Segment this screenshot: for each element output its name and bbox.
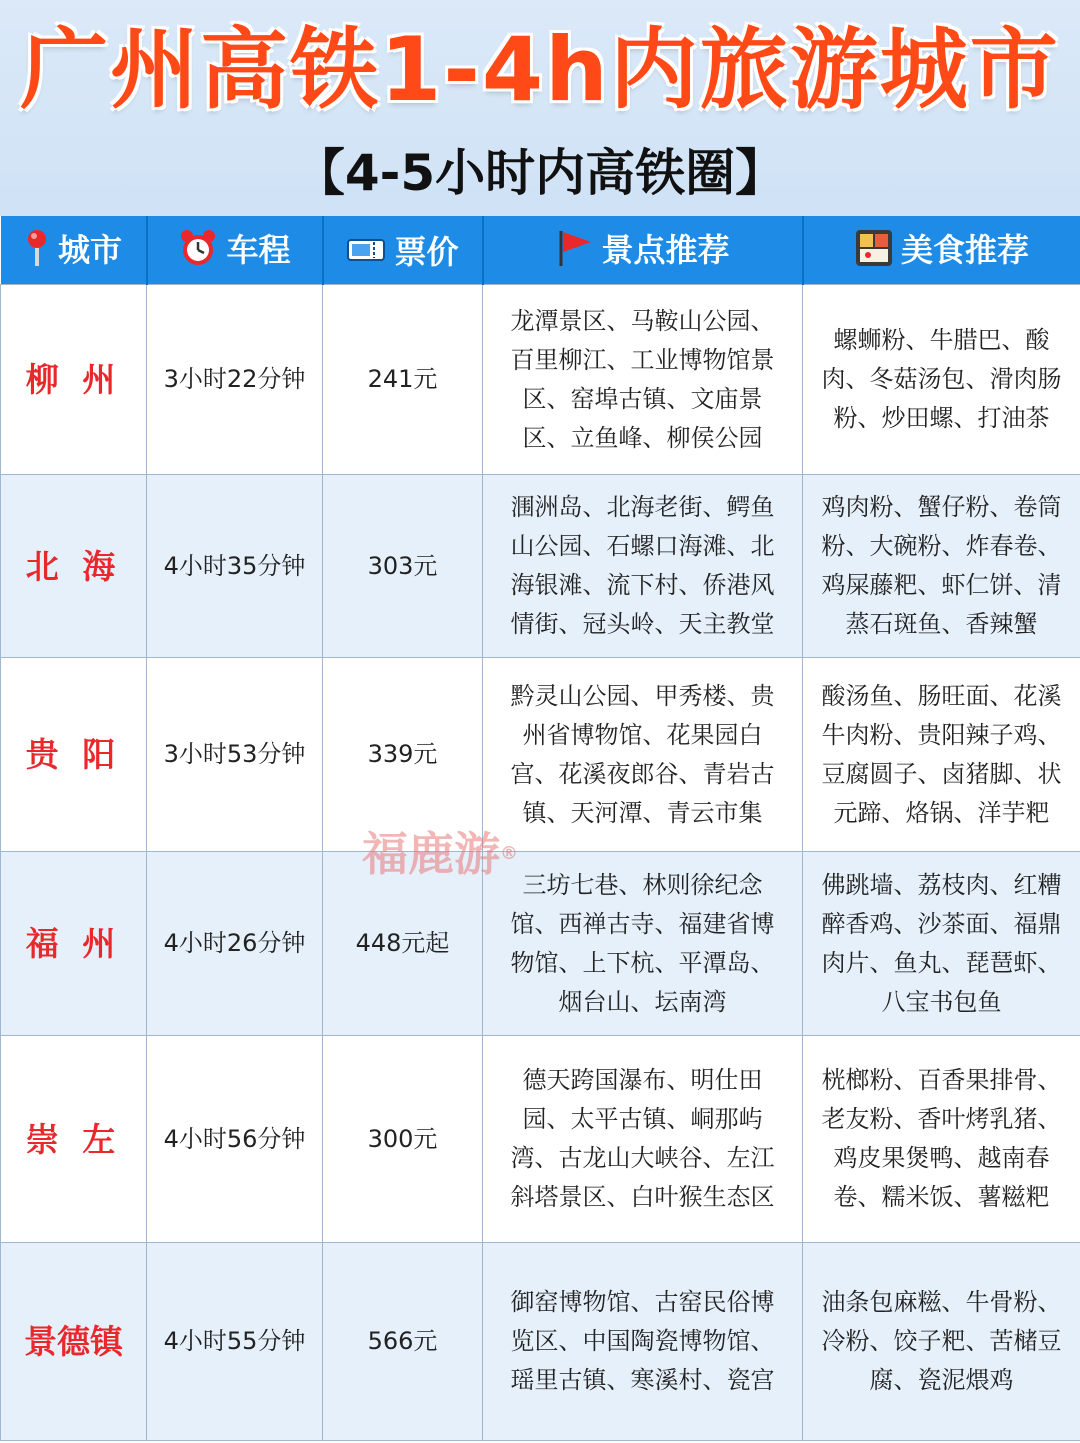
food-line: 鸡屎藤粑、虾仁饼、清 (821, 571, 1062, 599)
city-cell: 福 州 (1, 852, 147, 1036)
sights-line: 馆、西禅古寺、福建省博 (510, 909, 775, 938)
food-line: 卷、糯米饭、薯糍粑 (833, 1183, 1050, 1211)
table-row (1, 658, 1080, 852)
duration-cell: 3小时22分钟 (147, 285, 323, 475)
sights-cell (483, 852, 803, 1036)
table-row (1, 285, 1080, 475)
food-line: 牛肉粉、贵阳辣子鸡、 (821, 720, 1062, 749)
alarm-clock-icon (178, 228, 218, 276)
ticket-icon (346, 235, 386, 273)
price-cell: 303元 (323, 475, 483, 658)
sights-cell (483, 1036, 803, 1243)
table-header-row (1, 216, 1080, 285)
map-pin-icon (24, 228, 50, 276)
sights-line: 区、窑埠古镇、文庙景 (522, 384, 763, 413)
food-line: 豆腐圆子、卤猪脚、状 (821, 759, 1062, 788)
duration-cell: 3小时53分钟 (147, 658, 323, 852)
column-header-label: 车程 (226, 230, 291, 269)
food-line: 鸡肉粉、蟹仔粉、卷筒 (821, 493, 1062, 521)
column-header-sights (483, 216, 803, 285)
price-cell: 448元起 (323, 852, 483, 1036)
sights-line: 龙潭景区、马鞍山公园、 (510, 306, 775, 335)
duration-cell: 4小时56分钟 (147, 1036, 323, 1243)
price-cell: 300元 (323, 1036, 483, 1243)
column-header-label: 景点推荐 (601, 230, 730, 269)
food-line: 桄榔粉、百香果排骨、 (821, 1066, 1062, 1094)
food-cell (803, 1243, 1080, 1441)
sights-line: 物馆、上下杭、平潭岛、 (510, 948, 775, 977)
food-line: 醉香鸡、沙茶面、福鼎 (821, 909, 1062, 938)
column-header-duration (147, 216, 323, 285)
header-banner (0, 0, 1080, 216)
food-line: 八宝书包鱼 (881, 987, 1002, 1016)
food-line: 老友粉、香叶烤乳猪、 (821, 1105, 1062, 1133)
column-header-label: 美食推荐 (900, 231, 1029, 269)
sights-line: 斜塔景区、白叶猴生态区 (510, 1183, 775, 1211)
page-subtitle: 【4-5小时内高铁圈】 (294, 144, 786, 202)
food-line: 油条包麻糍、牛骨粉、 (821, 1288, 1062, 1316)
city-cell: 北 海 (1, 475, 147, 658)
duration-cell: 4小时26分钟 (147, 852, 323, 1036)
sights-line: 镇、天河潭、青云市集 (522, 798, 763, 827)
table-row (1, 1036, 1080, 1243)
food-line: 酸汤鱼、肠旺面、花溪 (821, 681, 1062, 710)
food-line: 粉、炒田螺、打油茶 (833, 404, 1050, 432)
sights-cell (483, 475, 803, 658)
sights-line: 涠洲岛、北海老街、鳄鱼 (510, 493, 775, 521)
food-cell (803, 852, 1080, 1036)
table-row (1, 475, 1080, 658)
city-cell: 贵 阳 (1, 658, 147, 852)
column-header-label: 票价 (394, 233, 459, 271)
sights-line: 情街、冠头岭、天主教堂 (510, 610, 775, 638)
food-line: 蒸石斑鱼、香辣蟹 (845, 610, 1038, 638)
sights-line: 德天跨国瀑布、明仕田 (522, 1066, 763, 1094)
sights-line: 瑶里古镇、寒溪村、瓷宫 (510, 1366, 775, 1394)
column-header-price (323, 216, 483, 285)
sights-cell (483, 285, 803, 475)
column-header-label: 城市 (57, 230, 122, 269)
food-line: 肉片、鱼丸、琵琶虾、 (821, 948, 1062, 977)
bento-box-icon (855, 229, 893, 275)
food-line: 佛跳墙、荔枝肉、红糟 (821, 870, 1062, 899)
food-line: 粉、大碗粉、炸春卷、 (821, 532, 1062, 560)
food-cell (803, 285, 1080, 475)
sights-line: 宫、花溪夜郎谷、青岩古 (510, 759, 775, 788)
column-header-food (803, 216, 1080, 285)
sights-cell (483, 1243, 803, 1441)
sights-line: 海银滩、流下村、侨港风 (510, 571, 775, 599)
travel-table (0, 216, 1080, 1441)
red-flag-icon (555, 228, 593, 276)
registered-mark: ® (500, 843, 518, 864)
price-cell: 339元 (323, 658, 483, 852)
food-cell (803, 1036, 1080, 1243)
sights-line: 百里柳江、工业博物馆景 (510, 345, 775, 374)
table-row (1, 1243, 1080, 1441)
duration-cell: 4小时55分钟 (147, 1243, 323, 1441)
page-title: 广州高铁1-4h内旅游城市 (20, 18, 1060, 121)
price-cell: 241元 (323, 285, 483, 475)
food-line: 冷粉、饺子粑、苦槠豆 (821, 1327, 1062, 1355)
sights-line: 湾、古龙山大峡谷、左江 (510, 1144, 775, 1172)
sights-line: 州省博物馆、花果园白 (522, 720, 763, 749)
sights-line: 三坊七巷、林则徐纪念 (522, 870, 763, 899)
sights-line: 御窑博物馆、古窑民俗博 (510, 1288, 775, 1316)
food-line: 鸡皮果煲鸭、越南春 (833, 1144, 1050, 1172)
sights-line: 区、立鱼峰、柳侯公园 (522, 423, 763, 452)
price-cell: 566元 (323, 1243, 483, 1441)
food-line: 元蹄、烙锅、洋芋粑 (833, 798, 1050, 827)
city-cell: 景德镇 (1, 1243, 147, 1441)
table-row (1, 852, 1080, 1036)
sights-line: 园、太平古镇、峒那屿 (522, 1105, 763, 1133)
city-cell: 崇 左 (1, 1036, 147, 1243)
city-cell: 柳 州 (1, 285, 147, 475)
food-cell (803, 475, 1080, 658)
sights-line: 山公园、石螺口海滩、北 (510, 532, 775, 560)
sights-line: 览区、中国陶瓷博物馆、 (510, 1327, 775, 1355)
sights-line: 烟台山、坛南湾 (558, 987, 727, 1016)
food-line: 肉、冬菇汤包、滑肉肠 (821, 365, 1062, 393)
sights-cell (483, 658, 803, 852)
food-line: 腐、瓷泥煨鸡 (869, 1366, 1014, 1394)
duration-cell: 4小时35分钟 (147, 475, 323, 658)
sights-line: 黔灵山公园、甲秀楼、贵 (510, 681, 775, 710)
food-cell (803, 658, 1080, 852)
column-header-city (1, 216, 147, 285)
watermark-text: 福鹿游 (362, 827, 500, 881)
food-line: 螺蛳粉、牛腊巴、酸 (833, 326, 1050, 354)
